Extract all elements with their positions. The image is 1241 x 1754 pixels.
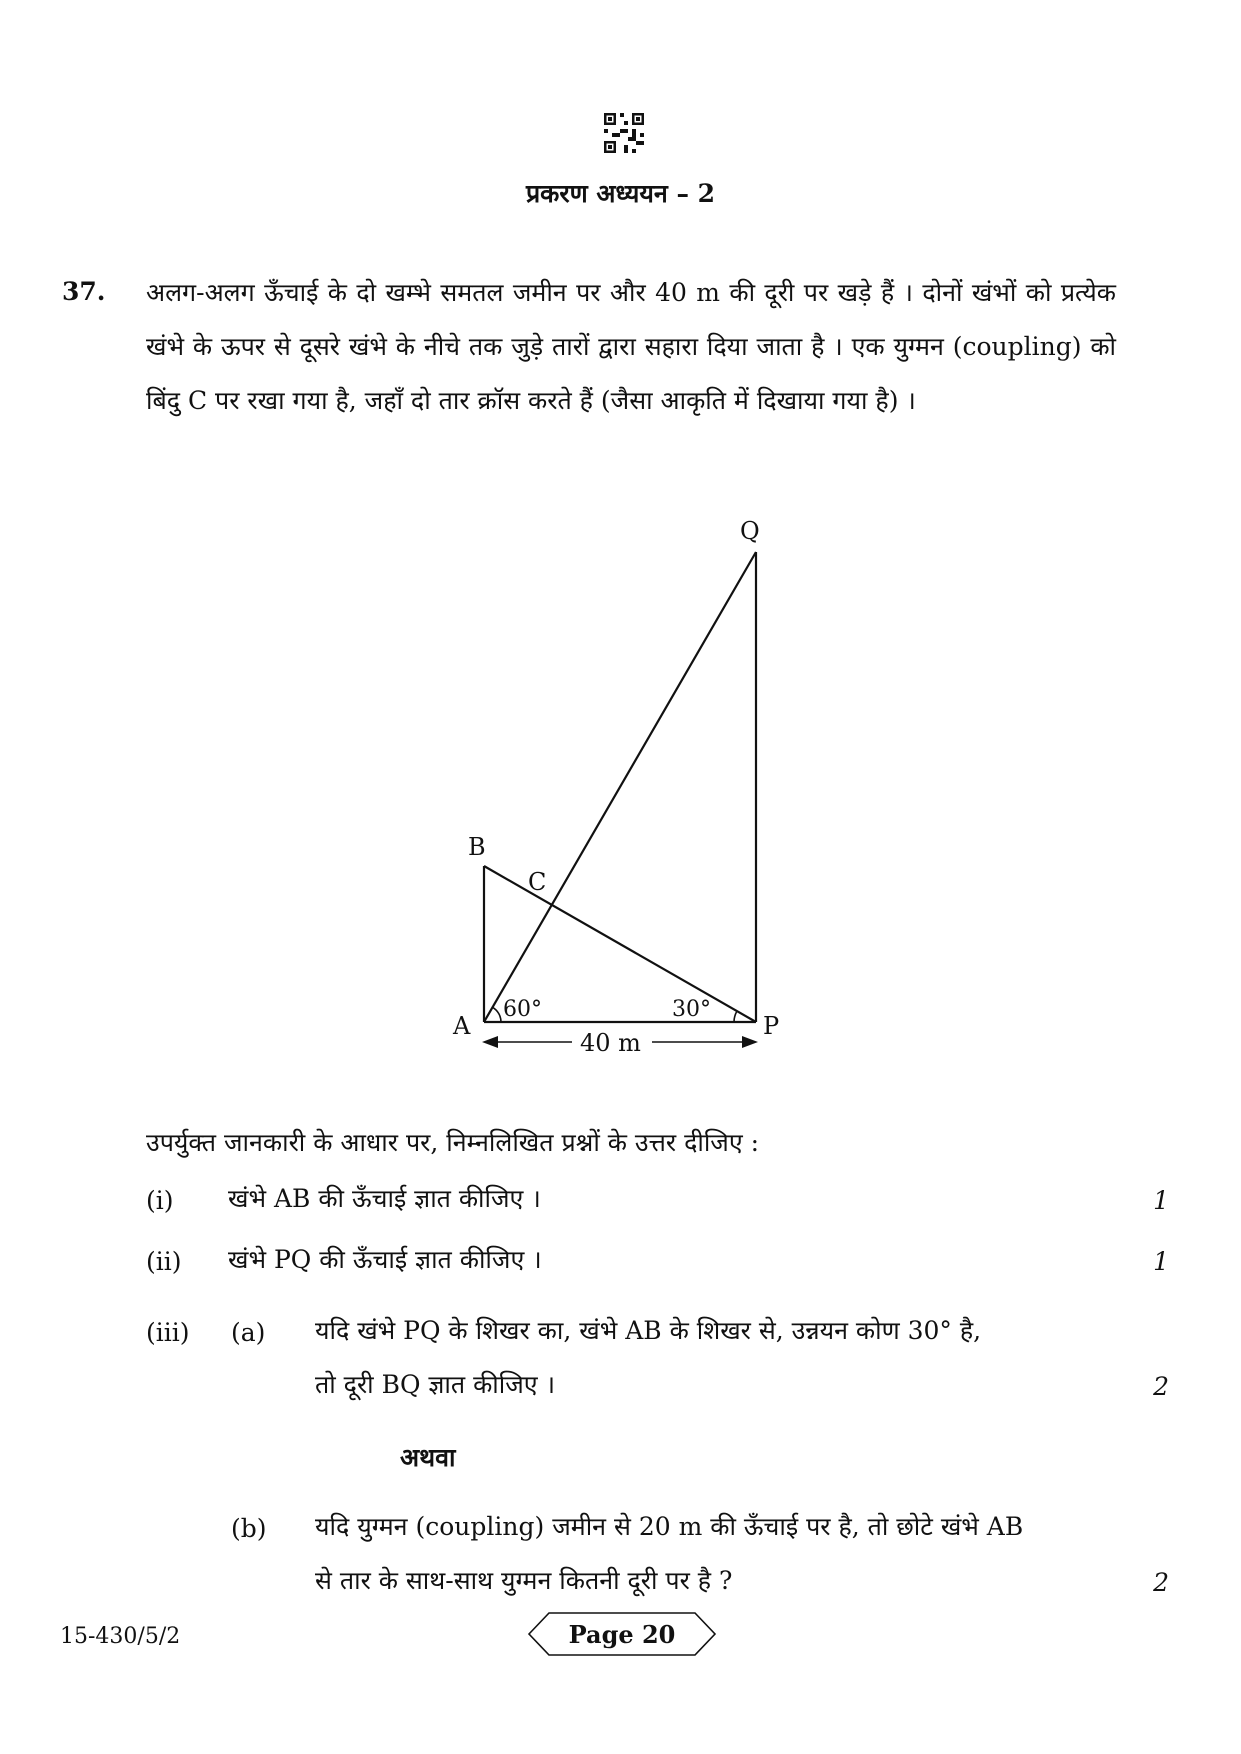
instruction-text: उपर्युक्त जानकारी के आधार पर, निम्नलिखित प्रश्नों के उत्तर दीजिए : <box>146 1128 760 1157</box>
qr-code-icon <box>604 113 644 153</box>
question-number: 37. <box>62 277 106 306</box>
label-c: C <box>528 868 547 896</box>
part-i-text: खंभे AB की ऊँचाई ज्ञात कीजिए । <box>228 1184 541 1213</box>
part-ii-marks: 1 <box>1153 1247 1169 1276</box>
part-ii-text: खंभे PQ की ऊँचाई ज्ञात कीजिए । <box>228 1245 542 1274</box>
label-b: B <box>468 833 486 861</box>
geometry-figure <box>440 515 800 1075</box>
part-iii-a-label: (a) <box>231 1318 266 1347</box>
part-iii-label: (iii) <box>146 1318 190 1347</box>
angle-label-p: 30° <box>672 997 711 1022</box>
part-ii-label: (ii) <box>146 1247 182 1276</box>
arrow-left-icon <box>482 1036 498 1048</box>
part-i-marks: 1 <box>1153 1186 1169 1215</box>
question-text: अलग-अलग ऊँचाई के दो खम्भे समतल जमीन पर और 40 m की दूरी पर खड़े हैं । दोनों खंभों को प्रत्येक खंभे के ऊपर से दूसरे खंभे के नीचे तक जुड़े तारों द्वारा सहारा दिया जाता है । एक युग्मन (coupling) को बिंदु C पर रखा गया है, जहाँ दो तार क्रॉस करते हैं (जैसा आकृति में दिखाया गया है) । <box>146 278 1116 415</box>
or-label: अथवा <box>400 1443 456 1472</box>
label-a: A <box>453 1012 471 1040</box>
wire-aq <box>484 552 756 1022</box>
part-iii-b-label: (b) <box>231 1514 267 1543</box>
part-iii-b-line1: यदि युग्मन (coupling) जमीन से 20 m की ऊँचाई पर है, तो छोटे खंभे AB <box>315 1512 1024 1541</box>
paper-code: 15-430/5/2 <box>60 1624 181 1649</box>
part-iii-a-line1: यदि खंभे PQ के शिखर का, खंभे AB के शिखर से, उन्नयन कोण 30° है, <box>315 1316 982 1345</box>
part-i-label: (i) <box>146 1186 174 1215</box>
part-iii-b-marks: 2 <box>1153 1568 1169 1597</box>
angle-arc-a <box>493 1007 502 1022</box>
section-heading: प्रकरण अध्ययन – 2 <box>525 179 716 208</box>
part-iii-a-line2: तो दूरी BQ ज्ञात कीजिए । <box>315 1370 556 1399</box>
arrow-right-icon <box>742 1036 758 1048</box>
part-iii-b-line2: से तार के साथ-साथ युग्मन कितनी दूरी पर है ? <box>315 1566 733 1595</box>
distance-label: 40 m <box>580 1029 641 1057</box>
label-p: P <box>763 1012 780 1040</box>
label-q: Q <box>740 517 760 545</box>
angle-arc-p <box>734 1011 737 1022</box>
page-number: Page 20 <box>568 1620 676 1649</box>
angle-label-a: 60° <box>503 997 542 1022</box>
part-iii-a-marks: 2 <box>1153 1372 1169 1401</box>
